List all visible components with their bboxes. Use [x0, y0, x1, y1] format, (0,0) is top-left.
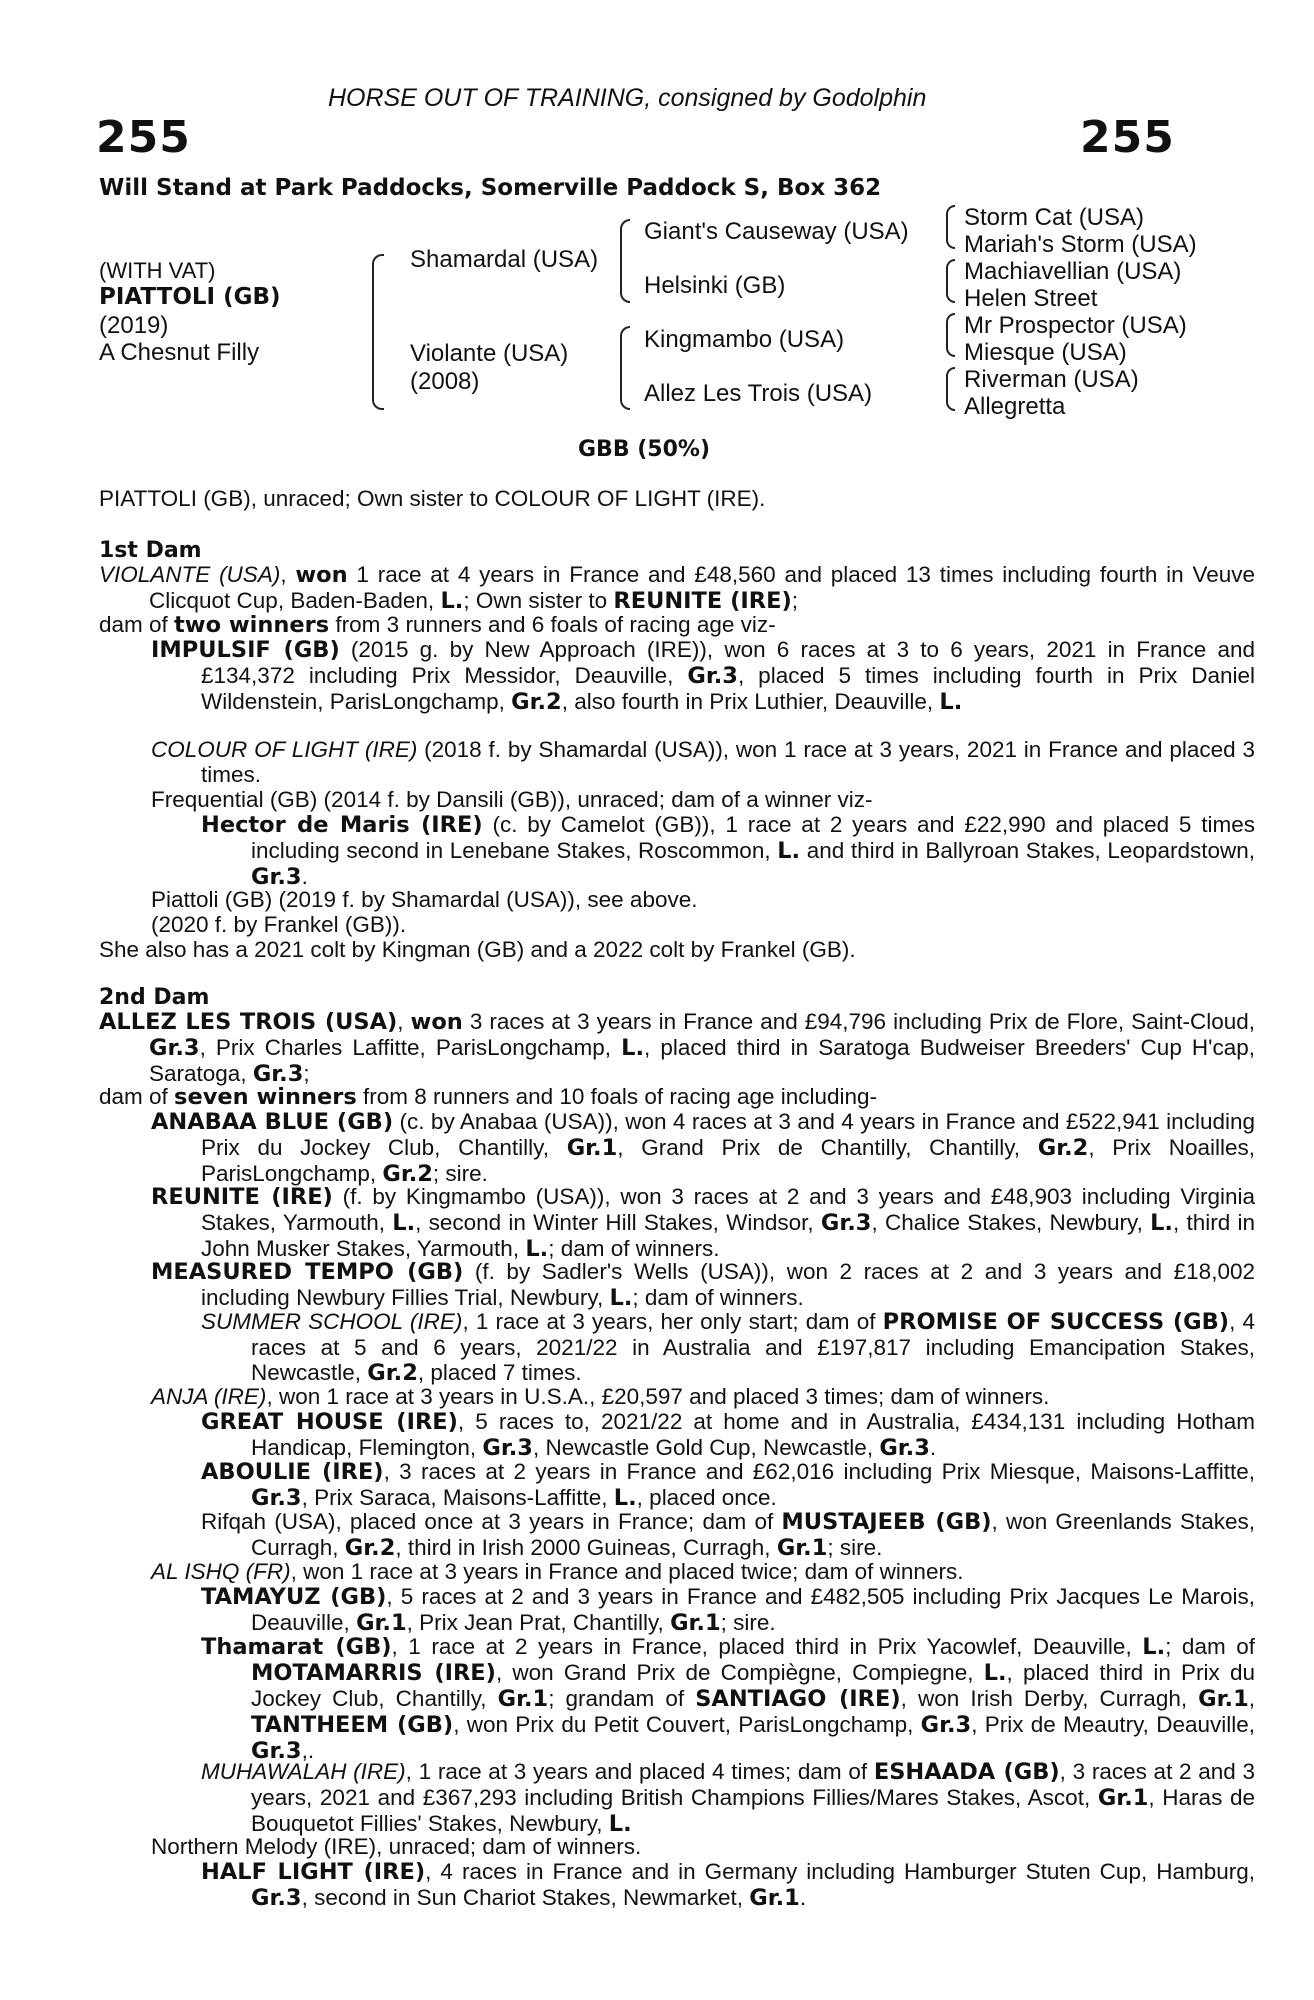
- pedigree-ggs-7: Riverman (USA): [964, 366, 1139, 393]
- grand-progeny-entry: ABOULIE (IRE), 3 races at 2 years in France and £62,016 including Prix Miesque, Maisons-Laffitte, Gr.3, Prix Saraca, Maisons-Laffitte, L., placed once.: [201, 1459, 1255, 1511]
- progeny-entry: REUNITE (IRE) (f. by Kingmambo (USA)), won 3 races at 2 and 3 years and £48,903 including Virginia Stakes, Yarmouth, L., second in Winter Hill Stakes, Windsor, Gr.3, Chalice Stakes, Newbury, L., third in John Musker Stakes, Yarmouth, L.; dam of winners.: [151, 1184, 1255, 1262]
- pedigree-grandsire-2: Helsinki (GB): [644, 272, 786, 299]
- progeny-entry: Piattoli (GB) (2019 f. by Shamardal (USA)), see above.: [151, 887, 698, 912]
- pedigree-ggs-3: Machiavellian (USA): [964, 258, 1182, 285]
- intro-text: PIATTOLI (GB), unraced; Own sister to COLOUR OF LIGHT (IRE).: [99, 486, 766, 511]
- progeny-entry: IMPULSIF (GB) (2015 g. by New Approach (IRE)), won 6 races at 3 to 6 years, 2021 in France and £134,372 including Prix Messidor, Deauville, Gr.3, placed 5 times including fourth in Prix Daniel Wildenstein, ParisLongchamp, Gr.2, also fourth in Prix Luthier, Deauville, L.: [151, 637, 1255, 715]
- pedigree-grandsire-3: Kingmambo (USA): [644, 326, 845, 353]
- pedigree-grandsire-4: Allez Les Trois (USA): [644, 380, 873, 407]
- horse-description: A Chesnut Filly: [99, 339, 260, 366]
- progeny-entry: COLOUR OF LIGHT (IRE) (2018 f. by Shamardal (USA)), won 1 race at 3 years, 2021 in France and placed 3 times.: [151, 737, 1255, 787]
- grand-progeny-entry: TAMAYUZ (GB), 5 races at 2 and 3 years in France and £482,505 including Prix Jacques Le Marois, Deauville, Gr.1, Prix Jean Prat, Chantilly, Gr.1; sire.: [201, 1584, 1255, 1636]
- pedigree-ggs-2: Mariah's Storm (USA): [964, 231, 1197, 258]
- progeny-entry: ANJA (IRE), won 1 race at 3 years in U.S.A., £20,597 and placed 3 times; dam of winners.: [151, 1384, 1050, 1409]
- grand-progeny-entry: Rifqah (USA), placed once at 3 years in France; dam of MUSTAJEEB (GB), won Greenlands Stakes, Curragh, Gr.2, third in Irish 2000 Guineas, Curragh, Gr.1; sire.: [201, 1509, 1255, 1561]
- grand-progeny-entry: SUMMER SCHOOL (IRE), 1 race at 3 years, her only start; dam of PROMISE OF SUCCESS (GB), 4 races at 5 and 6 years, 2021/22 in Australia and £197,817 including Emancipation Stakes, Newcastle, Gr.2, placed 7 times.: [201, 1309, 1256, 1386]
- pedigree-ggs-6: Miesque (USA): [964, 339, 1127, 366]
- intro-line: [99, 486, 765, 512]
- pedigree-brace-sire: [620, 219, 630, 303]
- gbb-percentage: GBB (50%): [578, 437, 711, 462]
- progeny-entry: MEASURED TEMPO (GB) (f. by Sadler's Wells (USA)), won 2 races at 2 and 3 years and £18,002 including Newbury Fillies Trial, Newbury, L.; dam of winners.: [151, 1259, 1255, 1311]
- stand-location: Will Stand at Park Paddocks, Somerville Paddock S, Box 362: [99, 175, 882, 201]
- header-title: HORSE OUT OF TRAINING, consigned by Godolphin: [328, 84, 927, 112]
- grand-progeny-entry: MUHAWALAH (IRE), 1 race at 3 years and placed 4 times; dam of ESHAADA (GB), 3 races at 2 and 3 years, 2021 and £367,293 including British Champions Fillies/Mares Stakes, Ascot, Gr.1, Haras de Bouquetot Fillies' Stakes, Newbury, L.: [201, 1759, 1256, 1837]
- progeny-entry: ANABAA BLUE (GB) (c. by Anabaa (USA)), won 4 races at 3 and 4 years in France and £522,941 including Prix du Jockey Club, Chantilly, Gr.1, Grand Prix de Chantilly, Chantilly, Gr.2, Prix Noailles, ParisLongchamp, Gr.2; sire.: [151, 1109, 1256, 1187]
- second-dam-heading: 2nd Dam: [99, 985, 210, 1010]
- first-dam-note: She also has a 2021 colt by Kingman (GB) and a 2022 colt by Frankel (GB).: [99, 937, 856, 962]
- pedigree-brace-gs4: [946, 367, 955, 411]
- pedigree-dam: Violante (USA): [410, 340, 569, 367]
- pedigree-ggs-5: Mr Prospector (USA): [964, 312, 1187, 339]
- grand-progeny-entry: Thamarat (GB), 1 race at 2 years in France, placed third in Prix Yacowlef, Deauville, L.; dam of MOTAMARRIS (IRE), won Grand Prix de Compiègne, Compiegne, L., placed third in Prix du Jockey Club, Chantilly, Gr.1; grandam of SANTIAGO (IRE), won Irish Derby, Curragh, Gr.1, TANTHEEM (GB), won Prix du Petit Couvert, ParisLongchamp, Gr.3, Prix de Meautry, Deauville, Gr.3,.: [201, 1634, 1255, 1764]
- horse-name: PIATTOLI (GB): [99, 284, 281, 310]
- grand-progeny-entry: HALF LIGHT (IRE), 4 races in France and in Germany including Hamburger Stuten Cup, Hamburg, Gr.3, second in Sun Chariot Stakes, Newmarket, Gr.1.: [201, 1859, 1256, 1911]
- pedigree-ggs-1: Storm Cat (USA): [964, 204, 1145, 231]
- horse-year: (2019): [99, 312, 169, 339]
- pedigree-brace-gs3: [946, 313, 955, 357]
- lot-number-right: 255: [1080, 112, 1175, 163]
- lot-number-left: 255: [96, 112, 191, 163]
- first-dam-paragraph: VIOLANTE (USA), won 1 race at 4 years in France and £48,560 and placed 13 times including fourth in Veuve Clicquot Cup, Baden-Baden, L.; Own sister to REUNITE (IRE);: [99, 562, 1256, 614]
- grand-progeny-entry: GREAT HOUSE (IRE), 5 races to, 2021/22 at home and in Australia, £434,131 including Hotham Handicap, Flemington, Gr.3, Newcastle Gold Cup, Newcastle, Gr.3.: [201, 1409, 1255, 1461]
- second-dam-paragraph: ALLEZ LES TROIS (USA), won 3 races at 3 years in France and £94,796 including Prix de Flore, Saint-Cloud, Gr.3, Prix Charles Laffitte, ParisLongchamp, L., placed third in Saratoga Budweiser Breeders' Cup H'cap, Saratoga, Gr.3;: [99, 1009, 1256, 1087]
- pedigree-brace-dam: [620, 326, 630, 410]
- pedigree-brace-gs2: [946, 259, 955, 303]
- progeny-entry: AL ISHQ (FR), won 1 race at 3 years in France and placed twice; dam of winners.: [151, 1559, 964, 1584]
- pedigree-ggs-4: Helen Street: [964, 285, 1098, 312]
- pedigree-brace-gs1: [946, 205, 955, 249]
- first-dam-heading: 1st Dam: [99, 538, 202, 563]
- pedigree-brace-main: [372, 254, 384, 410]
- vat-label: (WITH VAT): [99, 258, 216, 283]
- pedigree-dam-year: (2008): [410, 368, 480, 395]
- pedigree-ggs-8: Allegretta: [964, 393, 1066, 420]
- second-dam-summary: dam of seven winners from 8 runners and 10 foals of racing age including-: [99, 1084, 878, 1110]
- pedigree-sire: Shamardal (USA): [410, 246, 599, 273]
- progeny-entry: Northern Melody (IRE), unraced; dam of winners.: [151, 1834, 642, 1859]
- progeny-entry: Frequential (GB) (2014 f. by Dansili (GB)), unraced; dam of a winner viz-: [151, 787, 873, 812]
- first-dam-summary: dam of two winners from 3 runners and 6 foals of racing age viz-: [99, 612, 776, 638]
- pedigree-grandsire-1: Giant's Causeway (USA): [644, 218, 909, 245]
- progeny-entry: (2020 f. by Frankel (GB)).: [151, 912, 407, 937]
- grand-progeny-entry: Hector de Maris (IRE) (c. by Camelot (GB)), 1 race at 2 years and £22,990 and placed 5 times including second in Lenebane Stakes, Roscommon, L. and third in Ballyroan Stakes, Leopardstown, Gr.3.: [201, 812, 1255, 890]
